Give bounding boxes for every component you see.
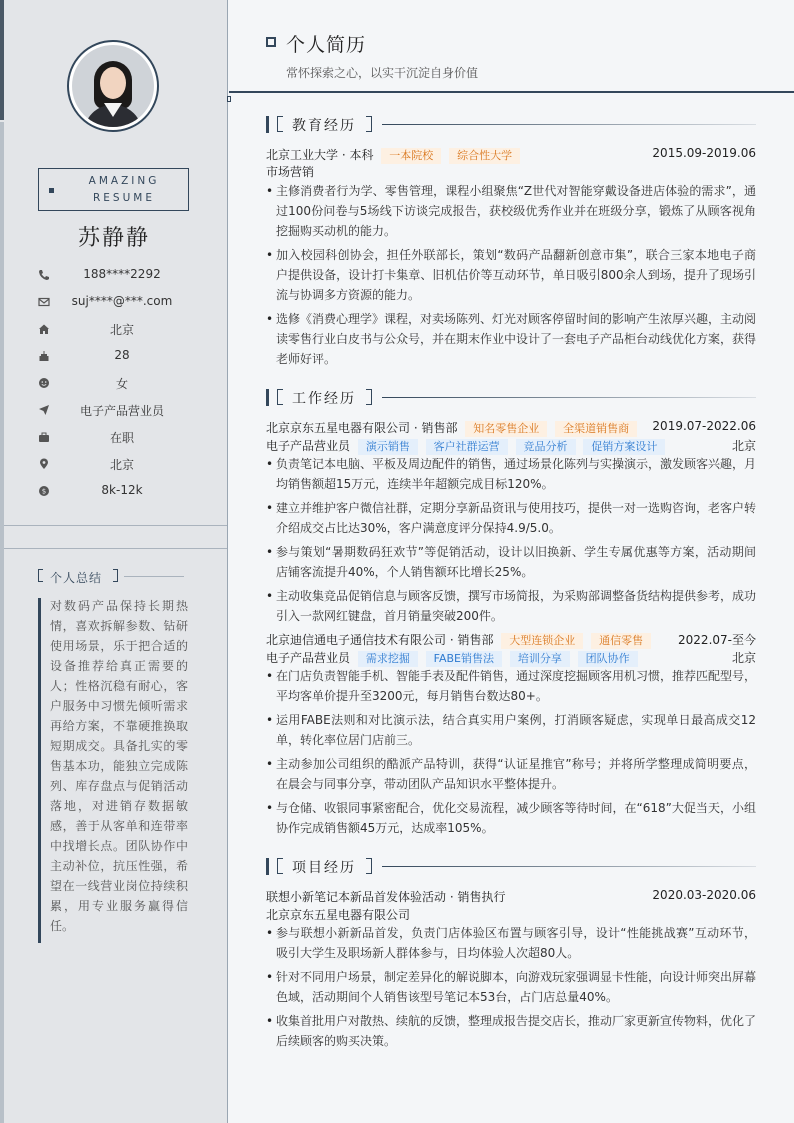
square-bullet-icon (49, 188, 54, 193)
education-heading (266, 115, 756, 135)
list-item: • 主动收集竞品促销信息与顾客反馈，撰写市场简报，为采购部调整备货结构提供参考，成功引入一款网红键盘，首月销量突破200件。 (266, 586, 756, 626)
position-text: 电子产品营业员 (79, 404, 164, 418)
job-city: 北京 (731, 651, 756, 665)
avatar (67, 40, 159, 132)
education-title: 教育经历 (292, 118, 356, 134)
bracket-left-icon (277, 389, 283, 405)
section-rule (382, 397, 756, 398)
company-tag: 知名零售企业 (465, 421, 547, 437)
info-phone (0, 266, 228, 286)
skill-tag: 竞品分析 (516, 439, 576, 455)
location-text: 北京 (109, 458, 134, 472)
work-title: 工作经历 (292, 391, 356, 407)
education-major-line (266, 163, 756, 181)
project-date: 2020.03-2020.06 (652, 888, 756, 902)
company-name: 北京迪信通电子通信技术有限公司 · 销售部 (266, 633, 494, 647)
money-icon (38, 485, 50, 497)
email-text: suj****@***.com (71, 294, 173, 308)
list-item: • 与仓储、收银同事紧密配合，优化交易流程，减少顾客等待时间，在“618”大促当天，小组协作完成销售额45万元，达成率105%。 (266, 798, 756, 838)
company-name: 北京京东五星电器有限公司 · 销售部 (266, 421, 458, 435)
project-bullets (266, 923, 756, 1055)
candidate-name: 苏静静 (77, 226, 150, 251)
section-rule (382, 866, 756, 867)
project-heading (266, 857, 756, 877)
list-item: • 负责笔记本电脑、平板及周边配件的销售，通过场景化陈列与实操演示，激发顾客兴趣，月均销售额超15万元，连续半年超额完成目标120%。 (266, 454, 756, 494)
info-gender (0, 374, 228, 394)
list-item: • 选修《消费心理学》课程，对卖场陈列、灯光对顾客停留时间的影响产生浓厚兴趣，主动阅读零售行业白皮书与公众号，并在期末作业中设计了一套电子产品柜台动线优化方案，获得老师好评。 (266, 309, 756, 369)
job-bullets (266, 666, 756, 842)
skill-tag: 促销方案设计 (583, 439, 665, 455)
briefcase-icon (38, 431, 50, 443)
tagline-box (38, 168, 189, 211)
phone-icon (38, 269, 50, 281)
school-tag: 一本院校 (381, 148, 441, 164)
location-pin-icon (38, 458, 50, 470)
info-age (0, 347, 228, 367)
job-entry (266, 631, 756, 649)
school-name: 北京工业大学 · 本科 (266, 148, 374, 162)
job-role: 电子产品营业员 (266, 439, 351, 453)
salary-text: 8k-12k (101, 483, 143, 497)
tagline: AMAZING RESUME (88, 175, 160, 204)
page-title: 个人简历 (286, 34, 367, 56)
skill-tag: 演示销售 (358, 439, 418, 455)
bracket-right-icon (113, 569, 118, 582)
skill-tag: 团队协作 (578, 651, 638, 667)
job-role-line (266, 649, 756, 667)
page-subtitle: 常怀探索之心，以实干沉淀自身价值 (286, 66, 479, 80)
phone-text: 188****2292 (83, 267, 161, 281)
project-entry (266, 888, 756, 906)
work-heading (266, 388, 756, 408)
bracket-right-icon (366, 858, 372, 874)
project-title: 项目经历 (292, 860, 356, 876)
summary-accent-bar (38, 598, 41, 943)
list-item: • 主修消费者行为学、零售管理，课程小组聚焦“Z世代对智能穿戴设备进店体验的需求”，通过100份问卷与5场线下访谈完成报告，获校级优秀作业并在班级分享，锻炼了从顾客视角挖掘购买动机的能力。 (266, 181, 756, 241)
gender-text: 女 (115, 377, 128, 391)
bracket-right-icon (366, 389, 372, 405)
square-icon (266, 37, 276, 47)
education-date: 2015.09-2019.06 (652, 146, 756, 160)
list-item: • 加入校园科创协会，担任外联部长，策划“数码产品翻新创意市集”，联合三家本地电子商户提供设备，设计打卡集章、旧机估价等互动环节，单日吸引800余人到场，提升了现场引流与协调多方资源的能力。 (266, 245, 756, 305)
info-email (0, 293, 228, 313)
svg-text:$: $ (41, 487, 47, 496)
section-bar-icon (266, 858, 269, 875)
summary-rule (124, 576, 184, 577)
list-item: • 收集首批用户对散热、续航的反馈，整理成报告提交店长，推动厂家更新宣传物料，优化了后续顾客的购买决策。 (266, 1011, 756, 1051)
section-bar-icon (266, 389, 269, 406)
job-date: 2022.07-至今 (678, 633, 756, 647)
job-bullets (266, 454, 756, 630)
list-item: • 在门店负责智能手机、智能手表及配件销售，通过深度挖掘顾客用机习惯，推荐匹配型号，平均客单价提升至3200元，每月销售台数达80+。 (266, 666, 756, 706)
cake-icon (38, 350, 50, 362)
header-marker (227, 96, 231, 102)
info-position (0, 401, 228, 421)
smile-icon (38, 377, 50, 389)
school-tag: 综合性大学 (449, 148, 520, 164)
divider (4, 548, 227, 549)
job-role-line (266, 437, 756, 455)
header-rule (229, 91, 794, 93)
divider (4, 525, 227, 526)
send-icon (38, 404, 50, 416)
sidebar-accent (0, 0, 4, 120)
home-text: 北京 (109, 323, 134, 337)
skill-tag: 培训分享 (510, 651, 570, 667)
info-status (0, 428, 228, 448)
info-home (0, 320, 228, 340)
bracket-left-icon (277, 858, 283, 874)
age-text: 28 (114, 348, 130, 362)
bracket-right-icon (366, 116, 372, 132)
list-item: • 运用FABE法则和对比演示法，结合真实用户案例，打消顾客疑虑，实现单日最高成交12单，转化率位居门店前三。 (266, 710, 756, 750)
project-org-line (266, 906, 756, 924)
job-city: 北京 (731, 439, 756, 453)
job-date: 2019.07-2022.06 (652, 419, 756, 433)
avatar-photo (72, 45, 154, 127)
education-entry (266, 146, 756, 164)
major: 市场营销 (266, 165, 315, 179)
list-item: • 参与联想小新新品首发，负责门店体验区布置与顾客引导，设计“性能挑战赛”互动环节，吸引大学生及职场新人群体参与，日均体验人次超80人。 (266, 923, 756, 963)
education-bullets (266, 181, 756, 373)
section-rule (382, 124, 756, 125)
status-text: 在职 (109, 431, 134, 445)
skill-tag: 需求挖掘 (358, 651, 418, 667)
bracket-left-icon (38, 569, 43, 582)
skill-tag: 客户社群运营 (426, 439, 508, 455)
home-icon (38, 323, 50, 335)
info-salary (0, 482, 228, 502)
mail-icon (38, 296, 50, 308)
info-location (0, 455, 228, 475)
job-role: 电子产品营业员 (266, 651, 351, 665)
project-org: 北京京东五星电器有限公司 (266, 908, 411, 922)
list-item: • 主动参加公司组织的酷派产品特训，获得“认证星推官”称号；并将所学整理成简明要点，在晨会与同事分享，带动团队产品知识水平整体提升。 (266, 754, 756, 794)
list-item: • 参与策划“暑期数码狂欢节”等促销活动，设计以旧换新、学生专属优惠等方案，活动期间店铺客流提升40%，个人销售额环比增长25%。 (266, 542, 756, 582)
list-item: • 针对不同用户场景，制定差异化的解说脚本，向游戏玩家强调显卡性能，向设计师突出屏幕色域，活动期间个人销售该型号笔记本53台，占门店总量40%。 (266, 967, 756, 1007)
company-tag: 全渠道销售商 (555, 421, 637, 437)
project-name: 联想小新笔记本新品首发体验活动 · 销售执行 (266, 890, 506, 904)
company-tag: 大型连锁企业 (501, 633, 583, 649)
job-entry (266, 419, 756, 437)
bracket-left-icon (277, 116, 283, 132)
sidebar (0, 0, 228, 1123)
main-content (229, 0, 794, 1123)
company-tag: 通信零售 (591, 633, 651, 649)
section-bar-icon (266, 116, 269, 133)
skill-tag: FABE销售法 (426, 651, 502, 667)
list-item: • 建立并维护客户微信社群，定期分享新品资讯与使用技巧，提供一对一选购咨询，老客户转介绍成交占比达30%，客户满意度评分保持4.9/5.0。 (266, 498, 756, 538)
summary-title: 个人总结 (50, 571, 103, 585)
summary-heading (38, 569, 188, 585)
summary-text: 对数码产品保持长期热情，喜欢拆解参数、钻研使用场景，乐于把合适的设备推荐给真正需要的人；性格沉稳有耐心，客户服务中习惯先倾听需求再给方案，不靠硬推换取短期成交。具备扎实的零售基本功，能独立完成陈列、库存盘点与促销活动落地，对进销存数据敏感，善于从客单和连带率中找增长点。团队协作中主动补位，抗压性强，希望在一线营业岗位持续积累，用专业服务赢得信任。 (50, 599, 188, 933)
